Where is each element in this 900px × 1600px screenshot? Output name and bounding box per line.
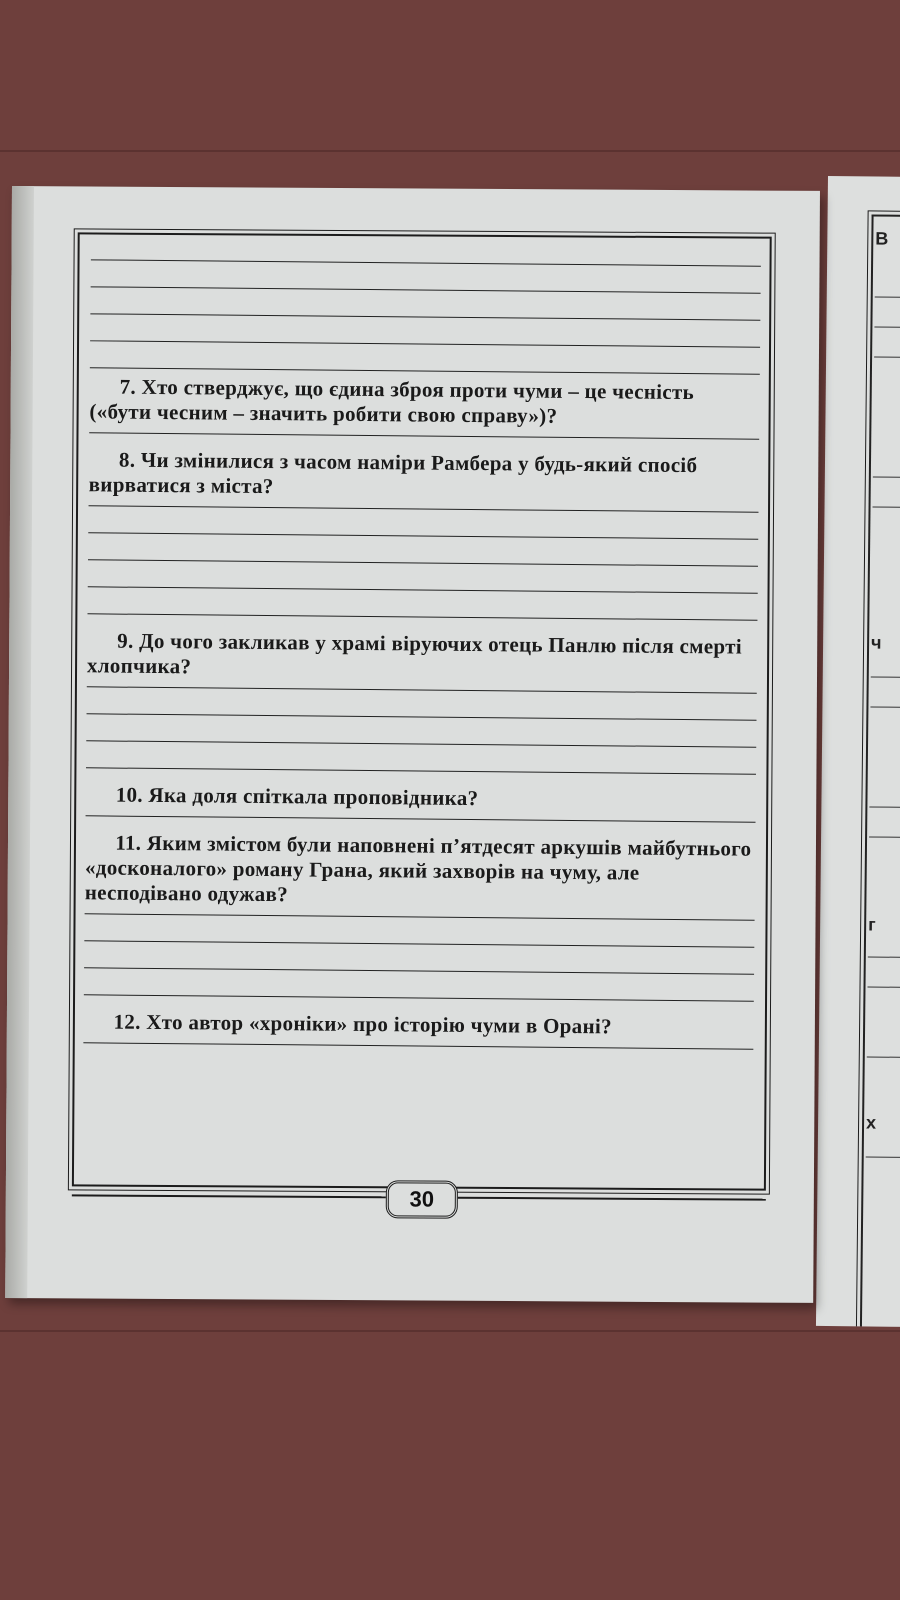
workbook-page xyxy=(5,186,820,1303)
question-text: 7. Хто стверджує, що єдина зброя проти чуми – це чесність («бути чесним – значить робити свою справу»)? xyxy=(89,374,695,428)
question-text: 11. Яким змістом були наповнені п’ятдесят аркушів майбутнього «досконалого» роману Грана, який захворів на чуму, але несподівано одужав? xyxy=(84,830,752,907)
facing-page-frame xyxy=(859,214,900,1326)
page-footer xyxy=(6,1176,814,1221)
facing-page xyxy=(816,176,900,1327)
facing-page-fragment: ч xyxy=(871,632,882,653)
question-list xyxy=(83,233,761,1057)
facing-page-fragment: В xyxy=(875,228,889,249)
question-text: 9. До чого закликав у храмі віруючих отець Панлю після смерті хлопчика? xyxy=(86,628,743,679)
question-text: 12. Хто автор «хроніки» про історію чуми в Орані? xyxy=(113,1009,612,1039)
table-plank xyxy=(0,150,900,152)
facing-page-fragment: г xyxy=(868,914,876,935)
page-edge xyxy=(5,186,34,1298)
question-text: 8. Чи змінилися з часом наміри Рамбера у будь-який спосіб вирватися з міста? xyxy=(88,447,698,499)
table-plank xyxy=(0,1330,900,1332)
page-number: 30 xyxy=(386,1180,458,1218)
question-text: 10. Яка доля спіткала проповідника? xyxy=(115,782,479,811)
facing-page-fragment: х xyxy=(865,1112,877,1133)
